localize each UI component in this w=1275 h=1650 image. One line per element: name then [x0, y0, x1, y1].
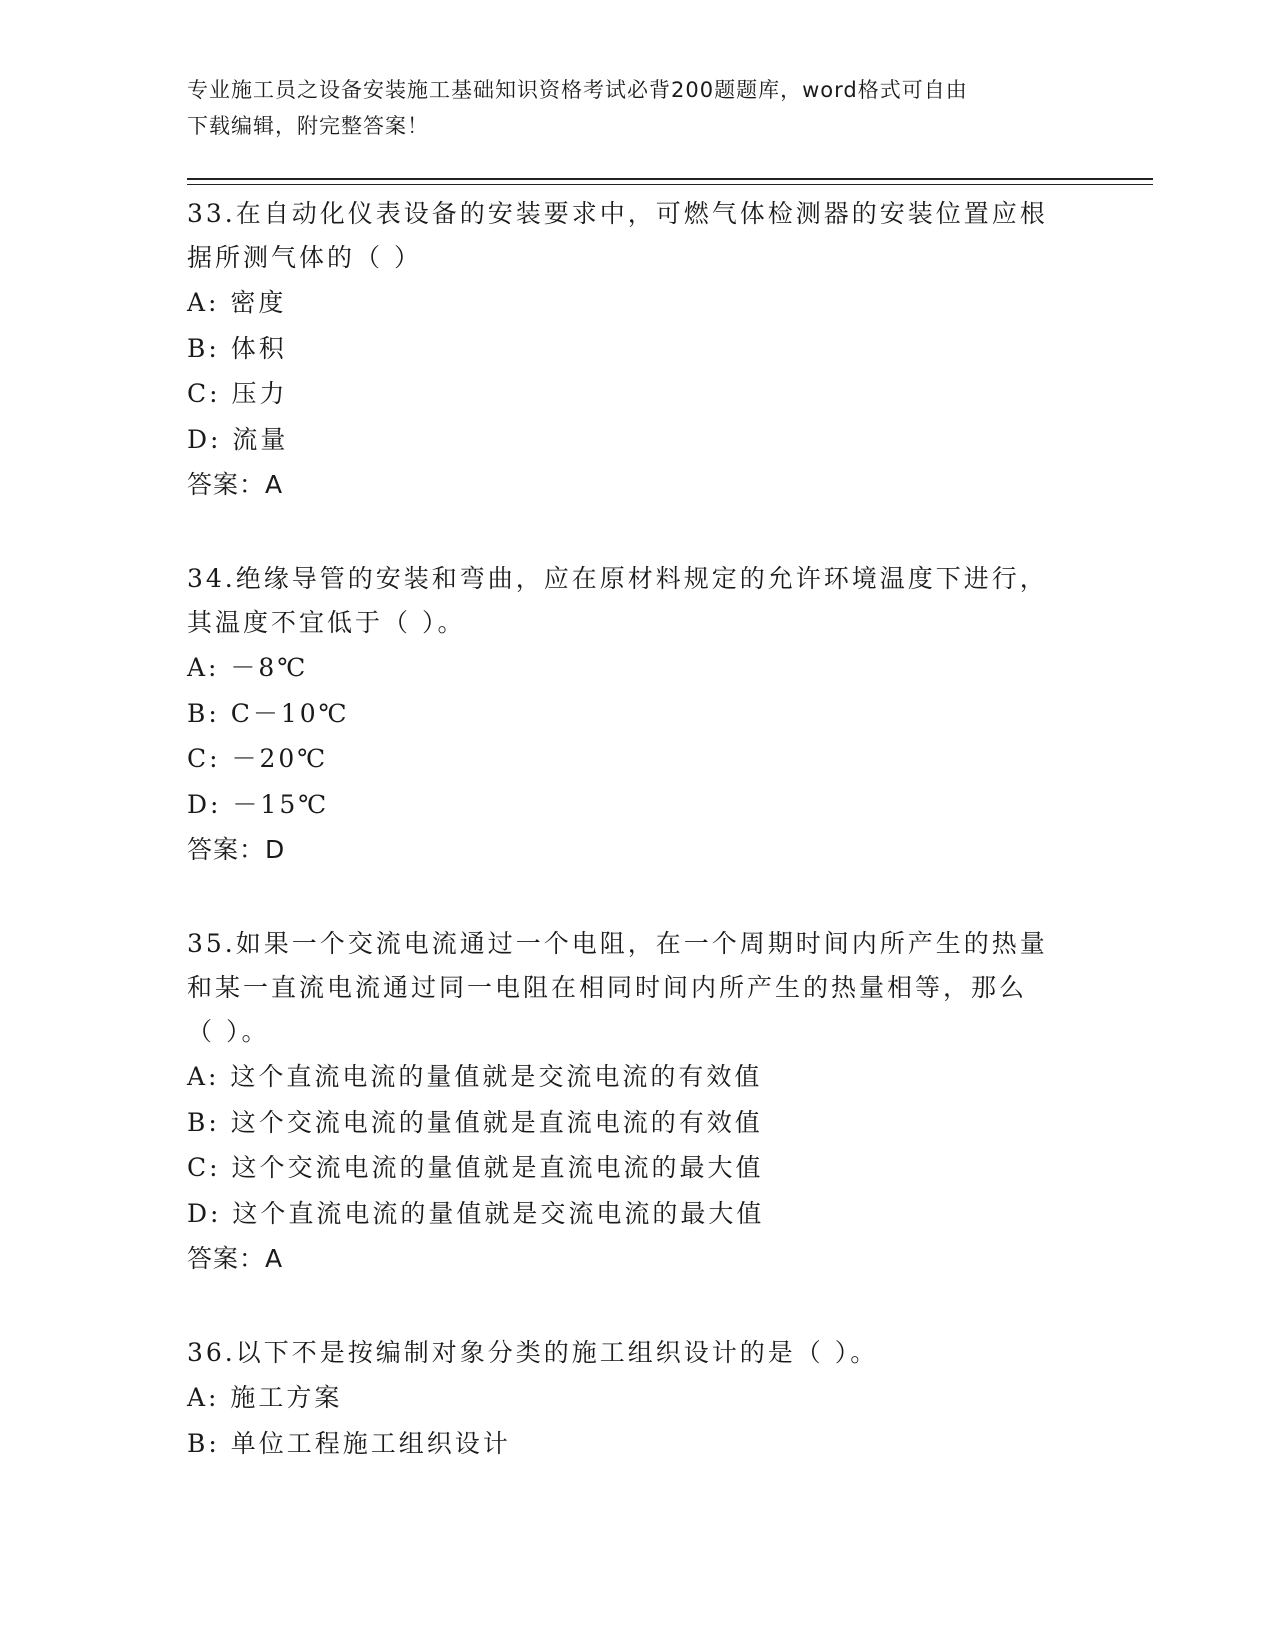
spacer: [187, 1282, 1087, 1327]
question-stem: [187, 922, 1087, 1054]
option-b: B: 这个交流电流的量值就是直流电流的有效值: [187, 1107, 763, 1137]
option-b: B: 单位工程施工组织设计: [187, 1428, 511, 1458]
option-a: A: 这个直流电流的量值就是交流电流的有效值: [187, 1062, 763, 1091]
option-d: D: 流量: [187, 424, 289, 454]
question-33: [187, 192, 1087, 508]
question-stem: [187, 192, 1087, 280]
option-a: A: 施工方案: [187, 1383, 343, 1412]
header-divider-thin: [187, 184, 1153, 185]
question-stem-line: 据所测气体的（ ）: [187, 243, 422, 272]
question-35: [187, 922, 1087, 1282]
option-a: A: －8℃: [187, 653, 309, 682]
option-c: C: 这个交流电流的量值就是直流电流的最大值: [187, 1153, 764, 1182]
question-stem-line: （ ）。: [187, 1017, 270, 1046]
document-header: [187, 72, 1067, 144]
question-stem-line: 34.绝缘导管的安装和弯曲，应在原材料规定的允许环境温度下进行，: [187, 564, 1048, 593]
header-line-2: 下载编辑，附完整答案！: [187, 114, 429, 138]
option-b: B: C－10℃: [187, 698, 350, 728]
question-34: [187, 557, 1087, 873]
option-d: D: 这个直流电流的量值就是交流电流的最大值: [187, 1198, 765, 1228]
question-stem-line: 33.在自动化仪表设备的安装要求中，可燃气体检测器的安装位置应根: [187, 199, 1048, 228]
spacer: [187, 873, 1087, 918]
question-stem-line: 36.以下不是按编制对象分类的施工组织设计的是（ ）。: [187, 1338, 879, 1367]
question-stem-line: 和某一直流电流通过同一电阻在相同时间内所产生的热量相等，那么: [187, 973, 1028, 1002]
question-stem-line: 其温度不宜低于（ ）。: [187, 608, 466, 637]
answer-label: 答案：A: [187, 470, 284, 499]
header-line-1: 专业施工员之设备安装施工基础知识资格考试必背200题题库，word格式可自由: [187, 78, 968, 102]
spacer: [187, 508, 1087, 553]
option-a: A: 密度: [187, 288, 287, 317]
option-c: C: 压力: [187, 379, 288, 408]
option-c: C: －20℃: [187, 744, 329, 773]
question-stem: [187, 1331, 1087, 1375]
header-divider-thick: [187, 178, 1153, 180]
question-36: [187, 1331, 1087, 1466]
question-stem: [187, 557, 1087, 645]
question-stem-line: 35.如果一个交流电流通过一个电阻，在一个周期时间内所产生的热量: [187, 929, 1048, 958]
question-list: [187, 188, 1087, 1466]
option-d: D: －15℃: [187, 789, 330, 819]
answer-label: 答案：A: [187, 1244, 284, 1273]
answer-label: 答案：D: [187, 835, 286, 864]
option-b: B: 体积: [187, 333, 287, 363]
